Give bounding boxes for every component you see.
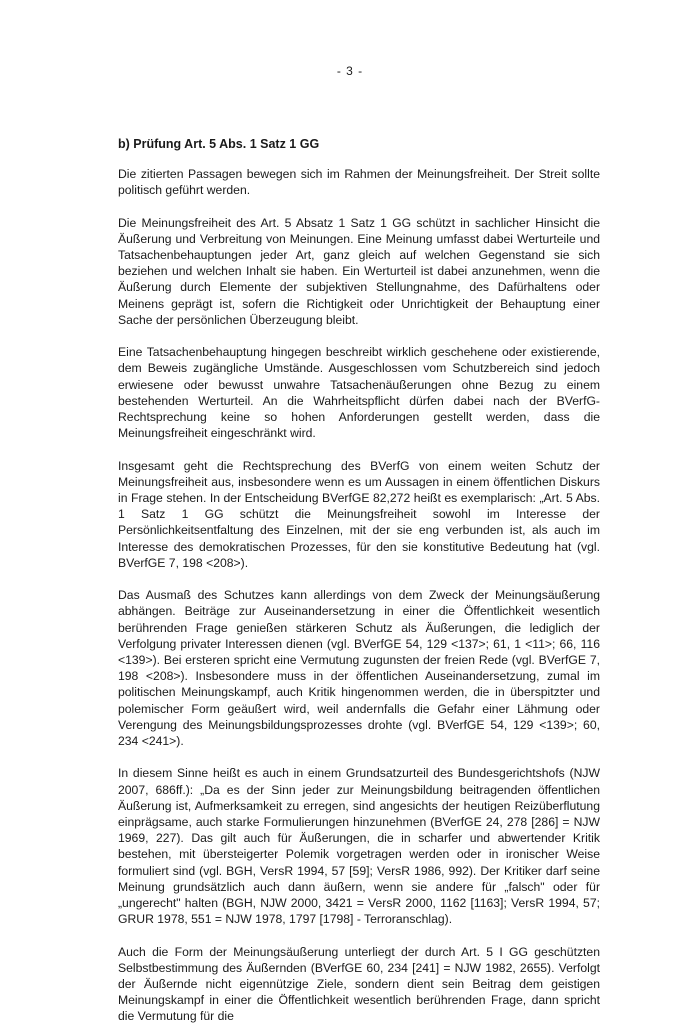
paragraph: Auch die Form der Meinungsäußerung unterliegt der durch Art. 5 I GG geschützten Selbstbestimmung des Äußernden (BVerfGE 60, 234 [241] = NJW 1982, 2655). Verfolgt der Äußernde nicht eigennützige Ziele, sondern dient sein Beitrag dem geistigen Meinungskampf in einer die Öffentlichkeit wesentlich berührenden Frage, dann spricht die Vermutung für die xyxy=(118,944,600,1024)
page-number: - 3 - xyxy=(336,64,364,78)
paragraph: In diesem Sinne heißt es auch in einem Grundsatzurteil des Bundesgerichtshofs (NJW 2007, 686ff.): „Da es der Sinn jeder zur Meinungsbildung beitragenden öffentlichen Äußerung ist, Aufmerksamkeit zu erregen, sind angesichts der heutigen Reizüberflutung einprägsame, auch starke Formulierungen hinzunehmen (BVerfGE 24, 278 [286] = NJW 1969, 227). Das gilt auch für Äußerungen, die in scharfer und abwertender Kritik bestehen, mit übersteigerter Polemik vorgetragen werden oder in ironischer Weise formuliert sind (vgl. BGH, VersR 1994, 57 [59]; VersR 1986, 992). Der Kritiker darf seine Meinung grundsätzlich auch dann äußern, wenn sie andere für „falsch" oder für „ungerecht" halten (BGH, NJW 2000, 3421 = VersR 2000, 1162 [1163]; VersR 1994, 57; GRUR 1978, 551 = NJW 1978, 1797 [1798] - Terroranschlag). xyxy=(118,766,600,927)
section-heading: b) Prüfung Art. 5 Abs. 1 Satz 1 GG xyxy=(118,137,320,151)
paragraph: Die zitierten Passagen bewegen sich im Rahmen der Meinungsfreiheit. Der Streit sollte politisch geführt werden. xyxy=(118,167,600,198)
paragraph: Insgesamt geht die Rechtsprechung des BVerfG von einem weiten Schutz der Meinungsfreiheit aus, insbesondere wenn es um Aussagen in einem öffentlichen Diskurs in Frage stehen. In der Entscheidung BVerfGE 82,272 heißt es exemplarisch: „Art. 5 Abs. 1 Satz 1 GG schützt die Meinungsfreiheit sowohl im Interesse der Persönlichkeitsentfaltung des Einzelnen, mit der sie eng verbunden ist, als auch im Interesse des demokratischen Prozesses, für den sie konstitutive Bedeutung hat (vgl. BVerfGE 7, 198 <208>). xyxy=(118,458,600,570)
body-text xyxy=(118,166,600,1025)
paragraph: Eine Tatsachenbehauptung hingegen beschreibt wirklich geschehene oder existierende, dem Beweis zugängliche Umstände. Ausgeschlossen vom Schutzbereich sind jedoch erwiesene oder bewusst unwahre Tatsachenäußerungen ohne Bezug zu einem bestehenden Werturteil. An die Wahrheitspflicht dürfen dabei nach der BVerfG-Rechtsprechung keine so hohen Anforderungen gestellt werden, dass die Meinungsfreiheit eingeschränkt wird. xyxy=(118,345,600,441)
paragraph: Das Ausmaß des Schutzes kann allerdings von dem Zweck der Meinungsäußerung abhängen. Beiträge zur Auseinandersetzung in einer die Öffentlichkeit wesentlich berührenden Frage genießen stärkeren Schutz als Äußerungen, die lediglich der Verfolgung privater Interessen dienen (vgl. BVerfGE 54, 129 <137>; 61, 1 <11>; 66, 116 <139>). Bei ersteren spricht eine Vermutung zugunsten der freien Rede (vgl. BVerfGE 7, 198 <208>). Insbesondere muss in der öffentlichen Auseinandersetzung, zumal im politischen Meinungskampf, auch Kritik hingenommen werden, die in überspitzter und polemischer Form geäußert wird, weil andernfalls die Gefahr einer Lähmung oder Verengung des Meinungsbildungsprozesses drohte (vgl. BVerfGE 54, 129 <139>; 60, 234 <241>). xyxy=(118,588,600,749)
paragraph: Die Meinungsfreiheit des Art. 5 Absatz 1 Satz 1 GG schützt in sachlicher Hinsicht die Äußerung und Verbreitung von Meinungen. Eine Meinung umfasst dabei Werturteile und Tatsachenbehauptungen jeder Art, ganz gleich auf welchen Gegenstand sie sich beziehen und welchen Inhalt sie haben. Ein Werturteil ist dabei anzunehmen, wenn die Äußerung durch Elemente der subjektiven Stellungnahme, des Dafürhaltens oder Meinens geprägt ist, sofern die Richtigkeit oder Unrichtigkeit der Behauptung einer Sache der persönlichen Überzeugung bleibt. xyxy=(118,215,600,327)
